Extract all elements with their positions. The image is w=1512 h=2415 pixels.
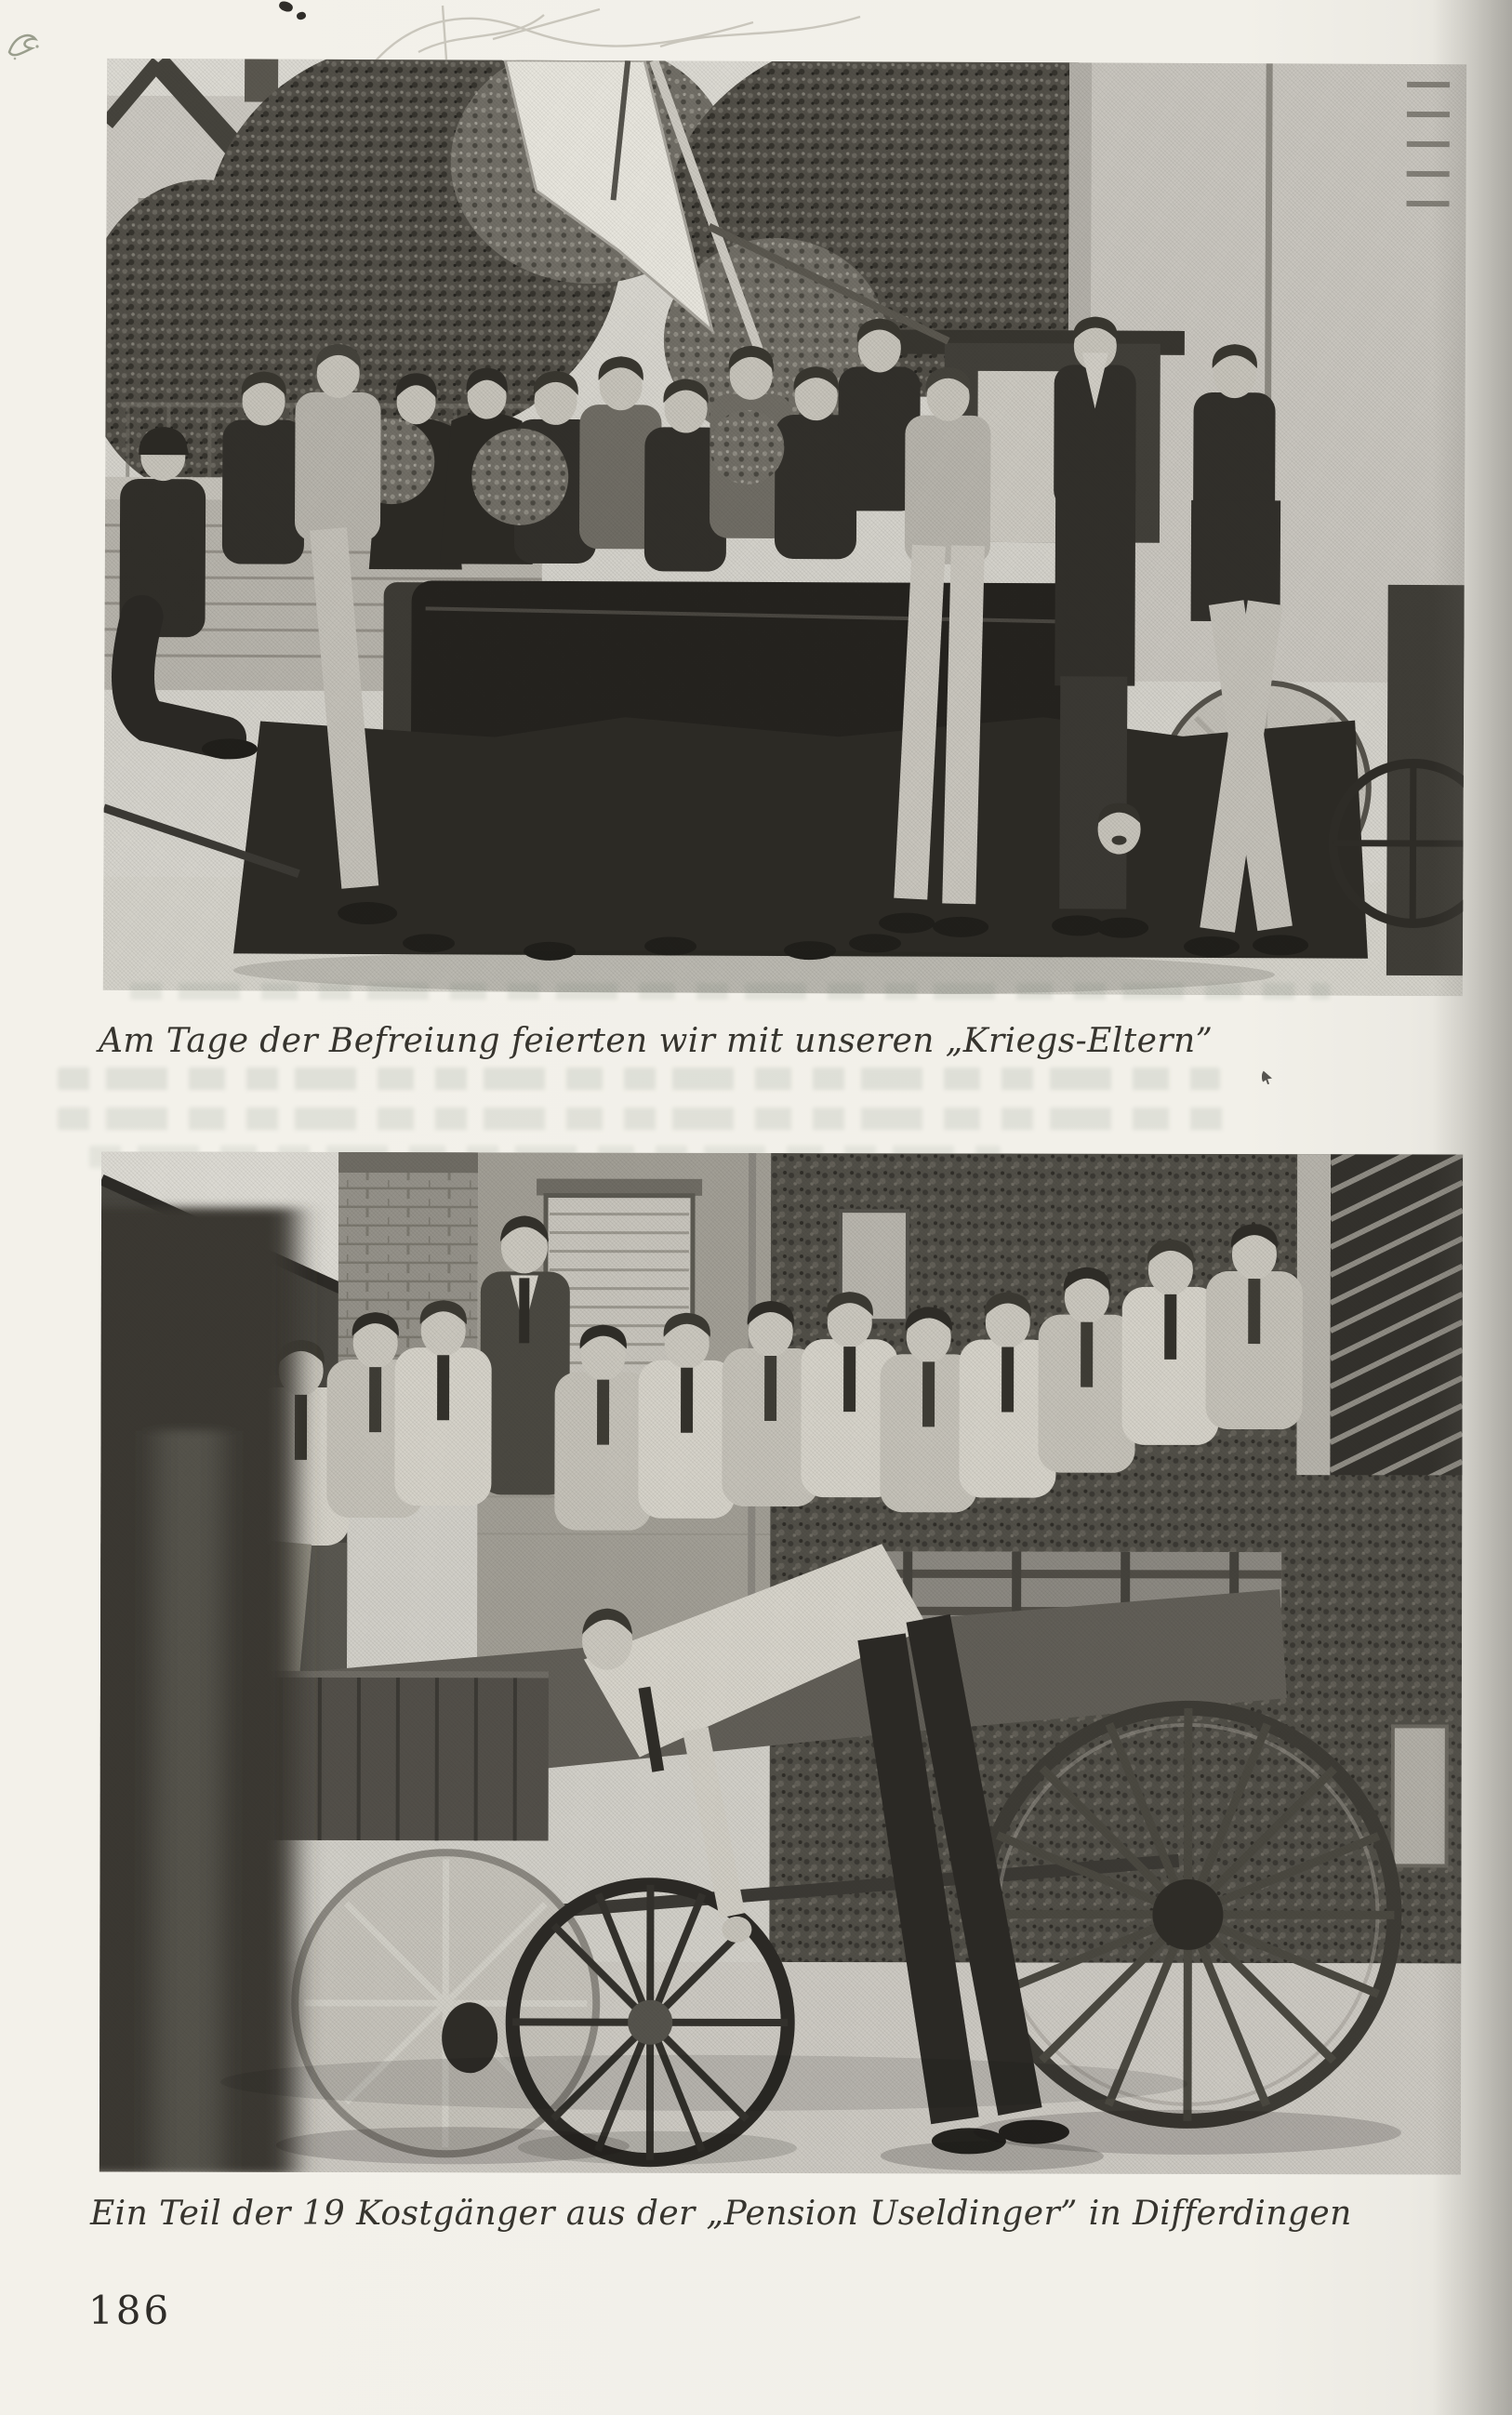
print-speck bbox=[278, 0, 295, 13]
photo1-scene bbox=[103, 59, 1466, 996]
print-speck bbox=[296, 11, 307, 20]
bleedthrough-text-ghost bbox=[130, 983, 1330, 1000]
ink-smudge-mark bbox=[6, 28, 50, 69]
page-number: 186 bbox=[88, 2288, 172, 2333]
bleedthrough-text-ghost bbox=[58, 1108, 1237, 1130]
bleedthrough-text-ghost bbox=[58, 1068, 1220, 1090]
photo-pension-useldinger bbox=[99, 1151, 1463, 2174]
print-speck bbox=[1262, 1069, 1272, 1084]
blurred-foreground-figure bbox=[99, 1207, 297, 2174]
photo-liberation-day bbox=[103, 59, 1466, 996]
cart-wheel-right bbox=[981, 1707, 1395, 2121]
laughing-head bbox=[1097, 803, 1140, 854]
photo-caption-1: Am Tage der Befreiung feierten wir mit unseren „Kriegs-Eltern” bbox=[99, 1022, 1214, 1060]
louvered-shutter bbox=[1330, 1151, 1463, 1526]
photo2-scene bbox=[99, 1151, 1463, 2174]
crowd-legs-mass bbox=[233, 713, 1369, 958]
photo-caption-2: Ein Teil der 19 Kostgänger aus der „Pension Useldinger” in Differdingen bbox=[90, 2195, 1352, 2233]
